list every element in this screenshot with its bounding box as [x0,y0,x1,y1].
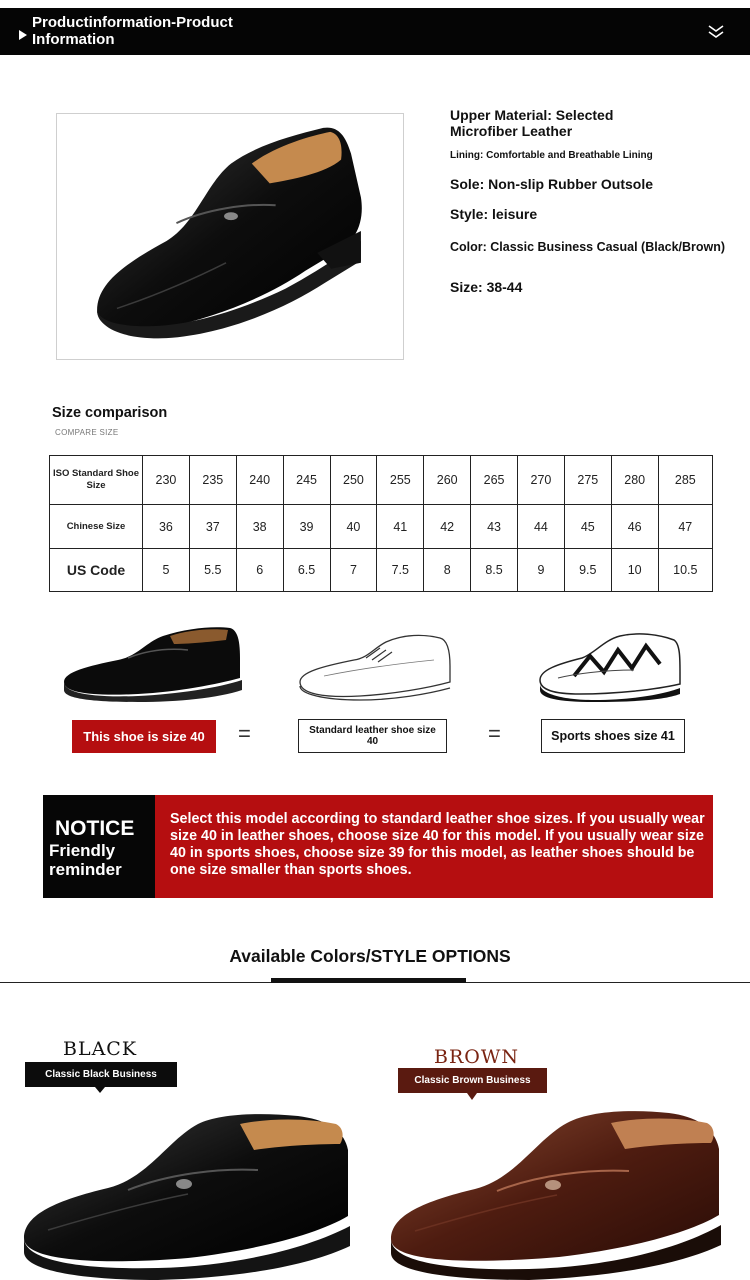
this-shoe-image [58,620,246,702]
table-cell: 9.5 [564,549,611,592]
section-title: Productinformation-Product Information [32,14,233,48]
table-cell: 46 [611,505,658,549]
table-cell: 5 [143,549,190,592]
equals-sign: = [238,721,251,746]
table-cell: 10 [611,549,658,592]
table-row-iso [50,456,713,505]
table-cell: 47 [658,505,712,549]
row-label-iso: ISO Standard Shoe Size [50,456,143,505]
table-cell: 8.5 [471,549,518,592]
section-header-bar[interactable] [0,8,750,55]
size-table [49,455,713,592]
black-leather-loafer-image [57,114,403,359]
table-cell: 275 [564,456,611,505]
option-black-tag[interactable]: Classic Black Business [25,1062,177,1087]
table-cell: 265 [471,456,518,505]
table-cell: 38 [236,505,283,549]
table-cell: 240 [236,456,283,505]
table-cell: 270 [518,456,565,505]
colors-section-title: Available Colors/STYLE OPTIONS [229,946,511,966]
table-cell: 235 [189,456,236,505]
table-cell: 42 [424,505,471,549]
tag-pointer-icon [467,1093,477,1100]
table-cell: 6.5 [283,549,330,592]
table-cell: 280 [611,456,658,505]
table-cell: 44 [518,505,565,549]
notice-banner [43,795,713,898]
spec-upper-material: Upper Material: Selected Microfiber Leather [450,107,614,139]
row-label-us: US Code [50,549,143,592]
table-cell: 5.5 [189,549,236,592]
notice-label-block [43,795,155,898]
option-black-name: BLACK [63,1038,138,1060]
play-triangle-icon [19,30,27,40]
table-cell: 43 [471,505,518,549]
option-brown-tag[interactable]: Classic Brown Business [398,1068,547,1093]
table-cell: 7 [330,549,377,592]
size-comparison-subtitle: COMPARE SIZE [55,428,119,437]
table-cell: 7.5 [377,549,424,592]
table-cell: 9 [518,549,565,592]
notice-text: Select this model according to standard leather shoe sizes. If you usually wear size 40 in leather shoes, choose size 40 for this model. If you usually wear size 40 in sports shoes, choose size 39 for this model, as leather shoes should be one size smaller than sports shoes. [170,811,705,878]
spec-color: Color: Classic Business Casual (Black/Brown) [450,240,726,254]
leather-shoe-size-label: Standard leather shoe size 40 [298,719,447,753]
table-cell: 8 [424,549,471,592]
equals-sign: = [488,721,501,746]
table-cell: 230 [143,456,190,505]
table-cell: 245 [283,456,330,505]
table-cell: 37 [189,505,236,549]
leather-shoe-outline-icon [294,630,454,702]
row-label-chinese: Chinese Size [50,505,143,549]
this-shoe-size-label: This shoe is size 40 [72,720,216,753]
table-cell: 10.5 [658,549,712,592]
black-shoe-image[interactable] [18,1110,358,1280]
table-cell: 41 [377,505,424,549]
table-cell: 6 [236,549,283,592]
table-cell: 45 [564,505,611,549]
double-chevron-down-icon[interactable] [706,21,726,43]
table-cell: 250 [330,456,377,505]
table-cell: 260 [424,456,471,505]
table-cell: 39 [283,505,330,549]
size-comparison-title: Size comparison [52,405,168,421]
table-cell: 285 [658,456,712,505]
table-cell: 40 [330,505,377,549]
sports-shoe-icon [534,628,684,702]
spec-size: Size: 38-44 [450,279,523,295]
table-row-chinese [50,505,713,549]
brown-shoe-image[interactable] [385,1105,730,1280]
option-brown-name: BROWN [434,1046,519,1068]
table-row-us [50,549,713,592]
tag-pointer-icon [95,1087,105,1093]
notice-subheading: Friendly reminder [49,841,122,879]
spec-style: Style: leisure [450,206,538,222]
sports-shoe-size-label: Sports shoes size 41 [541,719,685,753]
table-cell: 36 [143,505,190,549]
table-cell: 255 [377,456,424,505]
notice-heading: NOTICE [55,817,135,840]
product-image [56,113,404,360]
spec-sole: Sole: Non-slip Rubber Outsole [450,176,654,192]
title-underline-bar [271,978,466,983]
spec-lining: Lining: Comfortable and Breathable Lining [450,150,653,161]
